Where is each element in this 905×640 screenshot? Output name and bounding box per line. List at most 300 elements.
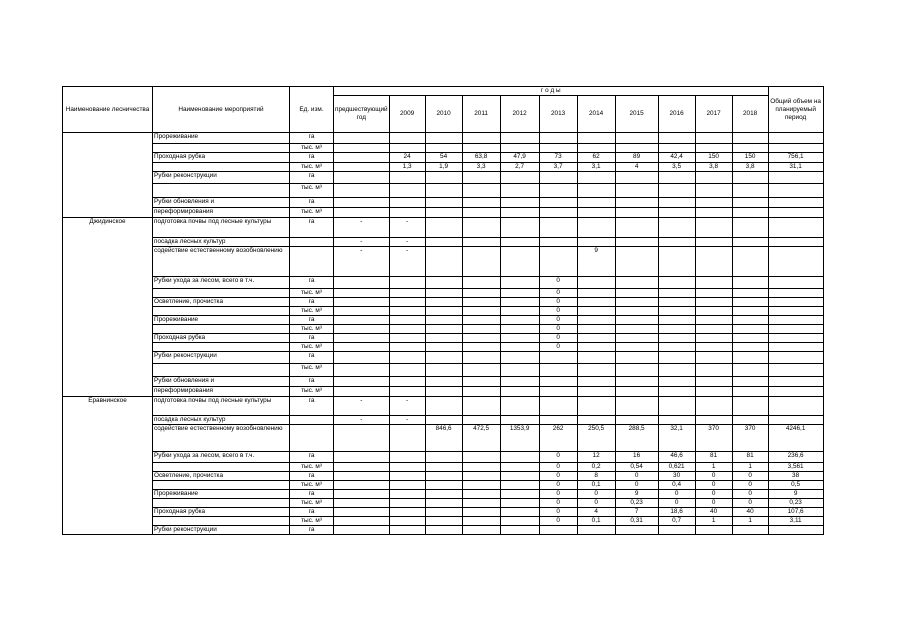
header-year: 2016 bbox=[658, 96, 695, 133]
value-cell bbox=[334, 508, 390, 517]
total-cell bbox=[768, 144, 823, 153]
value-cell bbox=[577, 133, 615, 144]
value-cell bbox=[695, 247, 732, 277]
value-cell bbox=[389, 343, 425, 352]
unit-cell: га bbox=[290, 472, 334, 481]
value-cell bbox=[695, 343, 732, 352]
activity-cell: Рубки реконструкции bbox=[153, 172, 290, 184]
value-cell bbox=[389, 334, 425, 343]
value-cell bbox=[425, 238, 462, 247]
value-cell bbox=[695, 144, 732, 153]
table-row bbox=[63, 472, 824, 481]
header-year: 2017 bbox=[695, 96, 732, 133]
total-cell: 756,1 bbox=[768, 153, 823, 163]
value-cell: 0 bbox=[539, 499, 577, 508]
table-row bbox=[63, 316, 824, 325]
value-cell: 1 bbox=[695, 463, 732, 472]
table-row bbox=[63, 425, 824, 452]
total-cell: 107,6 bbox=[768, 508, 823, 517]
total-cell bbox=[768, 416, 823, 425]
value-cell bbox=[500, 316, 539, 325]
value-cell: 0 bbox=[539, 463, 577, 472]
value-cell bbox=[539, 377, 577, 387]
value-cell bbox=[500, 172, 539, 184]
value-cell: 0 bbox=[658, 490, 695, 499]
activity-cell: переформирования bbox=[153, 387, 290, 397]
value-cell bbox=[462, 481, 500, 490]
table-row bbox=[63, 387, 824, 397]
header-year: 2012 bbox=[500, 96, 539, 133]
value-cell bbox=[389, 526, 425, 535]
value-cell: 0 bbox=[695, 499, 732, 508]
total-cell: 3,561 bbox=[768, 463, 823, 472]
value-cell bbox=[462, 208, 500, 218]
table-row bbox=[63, 144, 824, 153]
value-cell: 150 bbox=[732, 153, 768, 163]
unit-cell: тыс. м³ bbox=[290, 289, 334, 298]
value-cell bbox=[500, 343, 539, 352]
value-cell bbox=[334, 208, 390, 218]
total-cell: 31,1 bbox=[768, 163, 823, 172]
value-cell: 3,8 bbox=[695, 163, 732, 172]
value-cell: 0 bbox=[695, 472, 732, 481]
value-cell bbox=[658, 526, 695, 535]
value-cell bbox=[462, 387, 500, 397]
unit-cell: тыс. м³ bbox=[290, 307, 334, 316]
value-cell bbox=[577, 364, 615, 377]
value-cell bbox=[425, 416, 462, 425]
value-cell bbox=[695, 277, 732, 289]
value-cell bbox=[389, 425, 425, 452]
value-cell bbox=[334, 163, 390, 172]
activity-cell: Прореживание bbox=[153, 316, 290, 325]
value-cell bbox=[695, 218, 732, 238]
value-cell bbox=[500, 472, 539, 481]
value-cell: 1 bbox=[732, 517, 768, 526]
value-cell bbox=[695, 526, 732, 535]
value-cell bbox=[334, 289, 390, 298]
value-cell bbox=[695, 397, 732, 416]
value-cell bbox=[389, 387, 425, 397]
value-cell: 3,5 bbox=[658, 163, 695, 172]
value-cell: 0 bbox=[658, 499, 695, 508]
unit-cell: га bbox=[290, 153, 334, 163]
value-cell bbox=[695, 238, 732, 247]
unit-cell: га bbox=[290, 397, 334, 416]
value-cell bbox=[539, 247, 577, 277]
value-cell bbox=[577, 198, 615, 208]
value-cell bbox=[695, 334, 732, 343]
value-cell bbox=[658, 208, 695, 218]
activity-cell bbox=[153, 364, 290, 377]
total-cell bbox=[768, 247, 823, 277]
value-cell bbox=[425, 172, 462, 184]
unit-cell: тыс. м³ bbox=[290, 364, 334, 377]
value-cell bbox=[425, 184, 462, 198]
value-cell bbox=[500, 208, 539, 218]
value-cell bbox=[462, 508, 500, 517]
value-cell bbox=[658, 377, 695, 387]
value-cell: 9 bbox=[577, 247, 615, 277]
unit-cell: тыс. м³ bbox=[290, 481, 334, 490]
unit-cell bbox=[290, 416, 334, 425]
header-forestry: Наименование лесничества bbox=[63, 87, 153, 133]
value-cell: 0 bbox=[539, 343, 577, 352]
value-cell bbox=[500, 526, 539, 535]
unit-cell: тыс. м³ bbox=[290, 517, 334, 526]
value-cell: 7 bbox=[615, 508, 658, 517]
value-cell bbox=[732, 334, 768, 343]
value-cell bbox=[732, 198, 768, 208]
value-cell bbox=[615, 377, 658, 387]
value-cell bbox=[500, 416, 539, 425]
value-cell bbox=[389, 472, 425, 481]
total-cell: 9 bbox=[768, 490, 823, 499]
unit-cell: тыс. м³ bbox=[290, 325, 334, 334]
activity-cell: Прореживание bbox=[153, 133, 290, 144]
value-cell bbox=[732, 307, 768, 316]
value-cell bbox=[500, 463, 539, 472]
table-row bbox=[63, 172, 824, 184]
value-cell: 0 bbox=[539, 481, 577, 490]
value-cell bbox=[658, 133, 695, 144]
value-cell bbox=[658, 298, 695, 307]
activity-cell: Проходная рубка bbox=[153, 508, 290, 517]
value-cell bbox=[615, 343, 658, 352]
value-cell bbox=[658, 184, 695, 198]
value-cell: 0,1 bbox=[577, 517, 615, 526]
value-cell: 0 bbox=[539, 325, 577, 334]
value-cell bbox=[695, 364, 732, 377]
value-cell bbox=[539, 526, 577, 535]
table-row bbox=[63, 508, 824, 517]
value-cell bbox=[577, 172, 615, 184]
value-cell: 4 bbox=[615, 163, 658, 172]
value-cell: 0 bbox=[539, 298, 577, 307]
value-cell: 370 bbox=[732, 425, 768, 452]
value-cell bbox=[425, 133, 462, 144]
unit-cell: тыс. м³ bbox=[290, 463, 334, 472]
table-row bbox=[63, 277, 824, 289]
unit-cell: га bbox=[290, 133, 334, 144]
table-row bbox=[63, 490, 824, 499]
value-cell bbox=[695, 208, 732, 218]
value-cell: - bbox=[334, 247, 390, 277]
value-cell: 150 bbox=[695, 153, 732, 163]
value-cell bbox=[334, 172, 390, 184]
value-cell bbox=[732, 247, 768, 277]
value-cell: 1 bbox=[732, 463, 768, 472]
total-cell bbox=[768, 334, 823, 343]
value-cell bbox=[462, 307, 500, 316]
value-cell bbox=[425, 490, 462, 499]
value-cell: 0 bbox=[539, 307, 577, 316]
total-cell bbox=[768, 277, 823, 289]
value-cell bbox=[732, 298, 768, 307]
value-cell bbox=[334, 425, 390, 452]
value-cell: 0,54 bbox=[615, 463, 658, 472]
value-cell bbox=[695, 352, 732, 364]
total-cell bbox=[768, 172, 823, 184]
value-cell bbox=[389, 133, 425, 144]
table-row bbox=[63, 307, 824, 316]
unit-cell: тыс. м³ bbox=[290, 163, 334, 172]
value-cell bbox=[577, 325, 615, 334]
value-cell bbox=[732, 316, 768, 325]
value-cell bbox=[334, 334, 390, 343]
table-row bbox=[63, 218, 824, 238]
value-cell bbox=[425, 289, 462, 298]
value-cell bbox=[539, 387, 577, 397]
value-cell bbox=[462, 198, 500, 208]
header-year: 2010 bbox=[425, 96, 462, 133]
total-cell: 0,5 bbox=[768, 481, 823, 490]
value-cell bbox=[334, 325, 390, 334]
activity-cell: Проходная рубка bbox=[153, 153, 290, 163]
unit-cell: га bbox=[290, 172, 334, 184]
unit-cell: тыс. м³ bbox=[290, 184, 334, 198]
total-cell bbox=[768, 298, 823, 307]
value-cell: - bbox=[334, 397, 390, 416]
forestry-name bbox=[63, 133, 153, 218]
table-row bbox=[63, 416, 824, 425]
value-cell bbox=[425, 247, 462, 277]
value-cell: 0,23 bbox=[615, 499, 658, 508]
value-cell bbox=[500, 364, 539, 377]
value-cell bbox=[389, 198, 425, 208]
value-cell bbox=[539, 238, 577, 247]
total-cell bbox=[768, 387, 823, 397]
value-cell bbox=[425, 334, 462, 343]
value-cell bbox=[334, 184, 390, 198]
value-cell bbox=[615, 352, 658, 364]
value-cell bbox=[462, 218, 500, 238]
value-cell: - bbox=[334, 416, 390, 425]
total-cell bbox=[768, 397, 823, 416]
value-cell: 12 bbox=[577, 452, 615, 463]
value-cell bbox=[462, 343, 500, 352]
value-cell bbox=[334, 472, 390, 481]
value-cell bbox=[462, 133, 500, 144]
value-cell bbox=[658, 416, 695, 425]
unit-cell bbox=[290, 247, 334, 277]
value-cell bbox=[658, 316, 695, 325]
value-cell: 0 bbox=[539, 289, 577, 298]
value-cell bbox=[334, 352, 390, 364]
table-row bbox=[63, 526, 824, 535]
value-cell bbox=[695, 307, 732, 316]
total-cell bbox=[768, 133, 823, 144]
activity-cell bbox=[153, 517, 290, 526]
value-cell: 73 bbox=[539, 153, 577, 163]
value-cell: 3,1 bbox=[577, 163, 615, 172]
value-cell: 1 bbox=[695, 517, 732, 526]
value-cell bbox=[615, 172, 658, 184]
header-activity: Наименование мероприятий bbox=[153, 87, 290, 133]
value-cell bbox=[577, 307, 615, 316]
table-row bbox=[63, 198, 824, 208]
value-cell bbox=[389, 184, 425, 198]
value-cell bbox=[389, 208, 425, 218]
value-cell bbox=[577, 387, 615, 397]
value-cell bbox=[695, 289, 732, 298]
value-cell bbox=[732, 343, 768, 352]
value-cell bbox=[462, 364, 500, 377]
table-row bbox=[63, 298, 824, 307]
value-cell bbox=[539, 218, 577, 238]
value-cell bbox=[615, 526, 658, 535]
table-row bbox=[63, 163, 824, 172]
value-cell bbox=[539, 184, 577, 198]
value-cell: 54 bbox=[425, 153, 462, 163]
value-cell bbox=[500, 508, 539, 517]
value-cell: 0 bbox=[577, 490, 615, 499]
value-cell: 262 bbox=[539, 425, 577, 452]
total-cell: 0,23 bbox=[768, 499, 823, 508]
unit-cell: га bbox=[290, 334, 334, 343]
forestry-name: Джидинское bbox=[63, 218, 153, 397]
activity-cell bbox=[153, 343, 290, 352]
header-year: 2009 bbox=[389, 96, 425, 133]
total-cell bbox=[768, 208, 823, 218]
unit-cell: га bbox=[290, 508, 334, 517]
value-cell bbox=[425, 508, 462, 517]
value-cell bbox=[539, 208, 577, 218]
value-cell bbox=[732, 238, 768, 247]
value-cell bbox=[732, 377, 768, 387]
value-cell bbox=[500, 277, 539, 289]
value-cell: 40 bbox=[732, 508, 768, 517]
value-cell bbox=[500, 481, 539, 490]
value-cell bbox=[334, 517, 390, 526]
value-cell bbox=[695, 416, 732, 425]
value-cell bbox=[500, 452, 539, 463]
value-cell bbox=[425, 397, 462, 416]
value-cell bbox=[462, 298, 500, 307]
value-cell: 1,3 bbox=[389, 163, 425, 172]
table-row bbox=[63, 499, 824, 508]
value-cell: 0 bbox=[695, 490, 732, 499]
value-cell bbox=[462, 499, 500, 508]
value-cell bbox=[389, 481, 425, 490]
value-cell bbox=[732, 289, 768, 298]
value-cell: 81 bbox=[695, 452, 732, 463]
value-cell bbox=[425, 144, 462, 153]
value-cell bbox=[462, 238, 500, 247]
value-cell: 0 bbox=[539, 334, 577, 343]
value-cell: 24 bbox=[389, 153, 425, 163]
value-cell bbox=[462, 172, 500, 184]
value-cell: 0 bbox=[539, 452, 577, 463]
value-cell: - bbox=[334, 238, 390, 247]
value-cell bbox=[658, 397, 695, 416]
total-cell bbox=[768, 377, 823, 387]
value-cell: 250,5 bbox=[577, 425, 615, 452]
value-cell bbox=[425, 343, 462, 352]
value-cell bbox=[334, 387, 390, 397]
header-years-group: г о д ы bbox=[334, 87, 769, 96]
value-cell bbox=[658, 289, 695, 298]
activity-cell: переформирования bbox=[153, 208, 290, 218]
value-cell: 1353,9 bbox=[500, 425, 539, 452]
value-cell bbox=[425, 387, 462, 397]
value-cell bbox=[462, 352, 500, 364]
header-prev-year: предшествующий год bbox=[334, 96, 390, 133]
unit-cell: тыс. м³ bbox=[290, 343, 334, 352]
value-cell bbox=[695, 184, 732, 198]
table-row bbox=[63, 334, 824, 343]
table-row bbox=[63, 325, 824, 334]
value-cell bbox=[658, 238, 695, 247]
total-cell: 236,6 bbox=[768, 452, 823, 463]
value-cell bbox=[500, 490, 539, 499]
unit-cell bbox=[290, 238, 334, 247]
table-row bbox=[63, 343, 824, 352]
value-cell bbox=[462, 416, 500, 425]
activity-cell: Рубки реконструкции bbox=[153, 352, 290, 364]
value-cell: - bbox=[389, 247, 425, 277]
value-cell bbox=[658, 218, 695, 238]
value-cell bbox=[425, 325, 462, 334]
value-cell bbox=[389, 452, 425, 463]
value-cell bbox=[334, 153, 390, 163]
value-cell bbox=[389, 307, 425, 316]
value-cell bbox=[577, 397, 615, 416]
value-cell: 0 bbox=[539, 277, 577, 289]
activity-cell: Рубки ухода за лесом, всего в т.ч. bbox=[153, 277, 290, 289]
value-cell bbox=[615, 416, 658, 425]
value-cell: 0 bbox=[695, 481, 732, 490]
value-cell bbox=[425, 316, 462, 325]
value-cell bbox=[389, 490, 425, 499]
value-cell bbox=[500, 387, 539, 397]
value-cell bbox=[732, 397, 768, 416]
value-cell bbox=[539, 198, 577, 208]
value-cell: 846,6 bbox=[425, 425, 462, 452]
value-cell bbox=[500, 144, 539, 153]
activity-cell bbox=[153, 481, 290, 490]
value-cell bbox=[389, 277, 425, 289]
value-cell bbox=[577, 208, 615, 218]
value-cell bbox=[334, 499, 390, 508]
total-cell: 38 bbox=[768, 472, 823, 481]
value-cell: 0 bbox=[539, 508, 577, 517]
value-cell bbox=[462, 526, 500, 535]
value-cell bbox=[425, 307, 462, 316]
total-cell bbox=[768, 238, 823, 247]
unit-cell: га bbox=[290, 452, 334, 463]
value-cell: 0,4 bbox=[658, 481, 695, 490]
value-cell bbox=[732, 526, 768, 535]
activity-cell bbox=[153, 499, 290, 508]
value-cell bbox=[577, 416, 615, 425]
value-cell bbox=[732, 172, 768, 184]
value-cell bbox=[615, 325, 658, 334]
table-row bbox=[63, 238, 824, 247]
value-cell bbox=[732, 325, 768, 334]
value-cell bbox=[389, 352, 425, 364]
table-row bbox=[63, 289, 824, 298]
value-cell: 62 bbox=[577, 153, 615, 163]
value-cell bbox=[389, 463, 425, 472]
value-cell bbox=[462, 334, 500, 343]
value-cell: 46,6 bbox=[658, 452, 695, 463]
value-cell: 0 bbox=[539, 490, 577, 499]
value-cell bbox=[577, 184, 615, 198]
value-cell bbox=[389, 508, 425, 517]
value-cell bbox=[695, 198, 732, 208]
activity-cell: Проходная рубка bbox=[153, 334, 290, 343]
